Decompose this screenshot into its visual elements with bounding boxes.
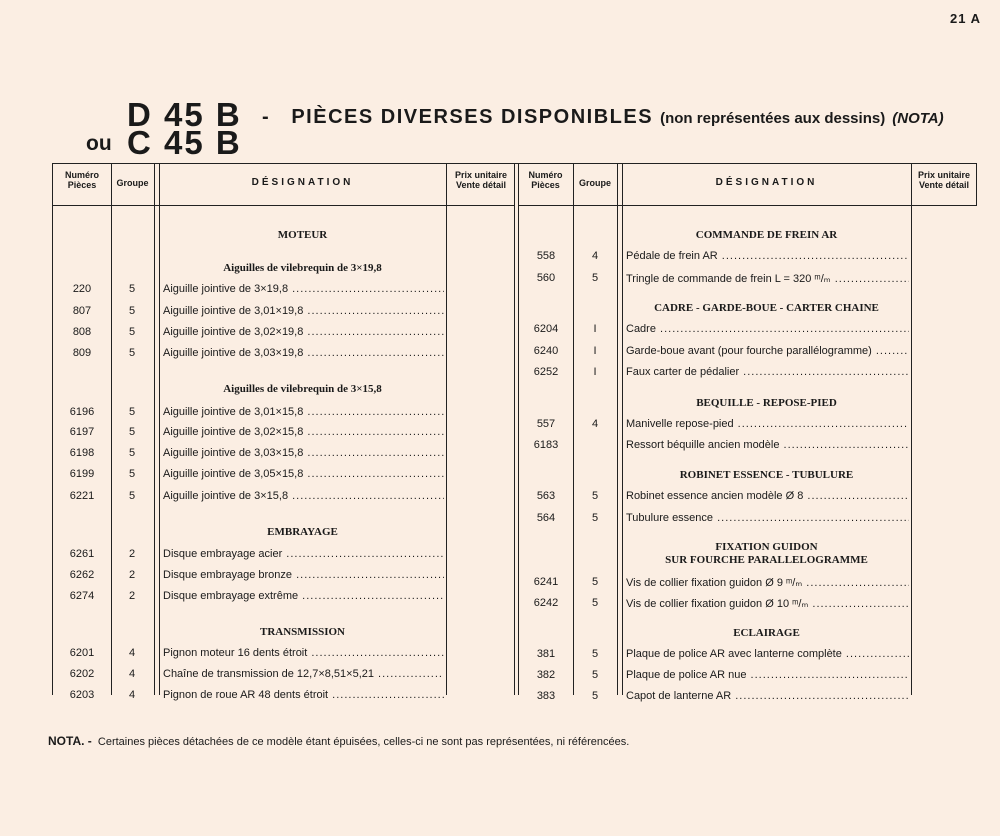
table-row <box>0 648 1000 664</box>
part-number: 6183 <box>533 439 559 451</box>
part-number: 809 <box>72 347 92 359</box>
section-heading: CADRE - GARDE-BOUE - CARTER CHAINE <box>654 302 879 314</box>
section-heading: BEQUILLE - REPOSE-PIED <box>696 397 837 409</box>
table-row <box>0 597 1000 613</box>
group-number: 2 <box>128 590 136 602</box>
part-designation: Disque embrayage extrême ..... <box>163 590 444 602</box>
part-number: 6202 <box>69 668 95 680</box>
part-designation: Vis de collier fixation guidon Ø 10 ᵐ/ₘ ..... <box>626 597 909 610</box>
part-designation: Aiguille jointive de 3,01×15,8 ..... <box>163 406 444 418</box>
group-number: 5 <box>128 490 136 502</box>
table-row <box>0 690 1000 706</box>
part-designation: Tringle de commande de frein L = 320 ᵐ/ₘ ..... <box>626 272 909 285</box>
section-heading: COMMANDE DE FREIN AR <box>695 229 838 241</box>
group-number: 4 <box>128 689 136 701</box>
part-number: 558 <box>536 250 556 262</box>
section-heading: ROBINET ESSENCE - TUBULURE <box>679 469 854 481</box>
part-number: 6199 <box>69 468 95 480</box>
part-number: 6198 <box>69 447 95 459</box>
part-designation: Tubulure essence ..... <box>626 512 909 524</box>
group-number: 5 <box>128 426 136 438</box>
part-designation: Vis de collier fixation guidon Ø 9 ᵐ/ₘ ..... <box>626 576 909 589</box>
header-number: Numéro Pièces <box>528 170 563 190</box>
part-number: 383 <box>536 690 556 702</box>
group-number: 5 <box>591 576 599 588</box>
header-group: Groupe <box>116 178 149 188</box>
table-row <box>0 272 1000 288</box>
title-sub: (non représentées aux dessins) <box>660 110 886 127</box>
part-number: 564 <box>536 512 556 524</box>
header-designation: DÉSIGNATION <box>251 177 354 188</box>
group-number: 5 <box>128 283 136 295</box>
header-price: Prix unitaire Vente détail <box>454 170 508 190</box>
group-number: 4 <box>591 250 599 262</box>
model-or-prefix: ou <box>86 132 112 155</box>
header-designation: DÉSIGNATION <box>715 177 818 188</box>
col-divider <box>976 163 977 205</box>
part-designation: Aiguille jointive de 3,03×15,8 ..... <box>163 447 444 459</box>
group-number: I <box>593 323 597 335</box>
group-number: 5 <box>128 305 136 317</box>
header-price: Prix unitaire Vente détail <box>917 170 971 190</box>
table-row <box>0 490 1000 506</box>
part-number: 381 <box>536 648 556 660</box>
part-number: 6252 <box>533 366 559 378</box>
table-row <box>0 576 1000 592</box>
part-number: 6201 <box>69 647 95 659</box>
group-number: 4 <box>128 647 136 659</box>
part-designation: Plaque de police AR nue ..... <box>626 669 909 681</box>
part-number: 220 <box>72 283 92 295</box>
part-designation: Aiguille jointive de 3,02×15,8 ..... <box>163 426 444 438</box>
part-designation: Aiguille jointive de 3,01×19,8 ..... <box>163 305 444 317</box>
part-designation: Faux carter de pédalier ..... <box>626 366 909 378</box>
footnote-label: NOTA. - <box>48 734 92 748</box>
title-main: PIÈCES DIVERSES DISPONIBLES <box>291 106 654 128</box>
section-heading: Aiguilles de vilebrequin de 3×15,8 <box>223 383 382 395</box>
page-number: 21 A <box>950 11 981 26</box>
part-number: 6274 <box>69 590 95 602</box>
part-number: 808 <box>72 326 92 338</box>
header-bottom-rule-right <box>518 205 977 206</box>
table-row <box>0 250 1000 266</box>
group-number: 5 <box>591 272 599 284</box>
group-number: 2 <box>128 548 136 560</box>
table-row <box>0 345 1000 361</box>
group-number: I <box>593 366 597 378</box>
part-designation: Garde-boue avant (pour fourche parallélogramme) ..... <box>626 345 909 357</box>
table-row <box>0 366 1000 382</box>
part-number: 563 <box>536 490 556 502</box>
table-row <box>0 323 1000 339</box>
part-number: 6240 <box>533 345 559 357</box>
part-number: 6221 <box>69 490 95 502</box>
part-number: 6197 <box>69 426 95 438</box>
part-designation: Chaîne de transmission de 12,7×8,51×5,21 ..... <box>163 668 444 680</box>
part-designation: Disque embrayage acier ..... <box>163 548 444 560</box>
table-row <box>0 669 1000 685</box>
section-heading: Aiguilles de vilebrequin de 3×19,8 <box>223 262 382 274</box>
group-number: 4 <box>128 668 136 680</box>
part-designation: Manivelle repose-pied ..... <box>626 418 909 430</box>
part-designation: Aiguille jointive de 3,03×19,8 ..... <box>163 347 444 359</box>
group-number: 5 <box>128 326 136 338</box>
group-number: 5 <box>128 347 136 359</box>
group-number: 5 <box>591 490 599 502</box>
header-bottom-rule-left <box>52 205 514 206</box>
part-designation: Aiguille jointive de 3×19,8 ..... <box>163 283 444 295</box>
page-title <box>262 106 944 129</box>
part-designation: Plaque de police AR avec lanterne complète ..... <box>626 648 909 660</box>
part-number: 560 <box>536 272 556 284</box>
part-number: 6204 <box>533 323 559 335</box>
part-number: 557 <box>536 418 556 430</box>
part-number: 6262 <box>69 569 95 581</box>
group-number: 5 <box>591 690 599 702</box>
model-c45b: C 45 B <box>127 124 242 161</box>
part-designation: Disque embrayage bronze ..... <box>163 569 444 581</box>
part-designation: Aiguille jointive de 3,05×15,8 ..... <box>163 468 444 480</box>
group-number: I <box>593 345 597 357</box>
part-number: 6261 <box>69 548 95 560</box>
group-number: 5 <box>128 447 136 459</box>
group-number: 5 <box>591 597 599 609</box>
part-designation: Robinet essence ancien modèle Ø 8 ..... <box>626 490 909 502</box>
table-row <box>0 418 1000 434</box>
group-number: 5 <box>128 468 136 480</box>
part-number: 6242 <box>533 597 559 609</box>
section-heading: FIXATION GUIDON <box>715 541 818 553</box>
section-heading: SUR FOURCHE PARALLELOGRAMME <box>665 554 868 566</box>
part-designation: Aiguille jointive de 3,02×19,8 ..... <box>163 326 444 338</box>
table-row <box>0 439 1000 455</box>
section-heading: MOTEUR <box>277 229 328 241</box>
group-number: 2 <box>128 569 136 581</box>
section-heading: ECLAIRAGE <box>733 627 800 639</box>
group-number: 5 <box>591 648 599 660</box>
section-heading: TRANSMISSION <box>260 626 345 638</box>
part-number: 382 <box>536 669 556 681</box>
part-designation: Aiguille jointive de 3×15,8 ..... <box>163 490 444 502</box>
header-number: Numéro Pièces <box>64 170 99 190</box>
part-number: 6203 <box>69 689 95 701</box>
table-row <box>0 512 1000 528</box>
model-d45b: D 45 B <box>127 96 242 133</box>
title-nota: (NOTA) <box>892 110 944 127</box>
group-number: 5 <box>128 406 136 418</box>
part-number: 6196 <box>69 406 95 418</box>
group-number: 4 <box>591 418 599 430</box>
part-number: 6241 <box>533 576 559 588</box>
title-dash: - <box>262 106 271 128</box>
section-heading: EMBRAYAGE <box>267 526 338 538</box>
part-designation: Capot de lanterne AR ..... <box>626 690 909 702</box>
header-group: Groupe <box>578 178 611 188</box>
part-designation: Cadre ..... <box>626 323 909 335</box>
part-number: 807 <box>72 305 92 317</box>
part-designation: Ressort béquille ancien modèle ..... <box>626 439 909 451</box>
group-number: 5 <box>591 512 599 524</box>
part-designation: Pédale de frein AR ..... <box>626 250 909 262</box>
group-number: 5 <box>591 669 599 681</box>
part-designation: Pignon de roue AR 48 dents étroit ..... <box>163 689 444 701</box>
footnote <box>48 734 629 748</box>
part-designation: Pignon moteur 16 dents étroit ..... <box>163 647 444 659</box>
footnote-text: Certaines pièces détachées de ce modèle étant épuisées, celles-ci ne sont pas représentées, ni référencées. <box>97 736 630 748</box>
